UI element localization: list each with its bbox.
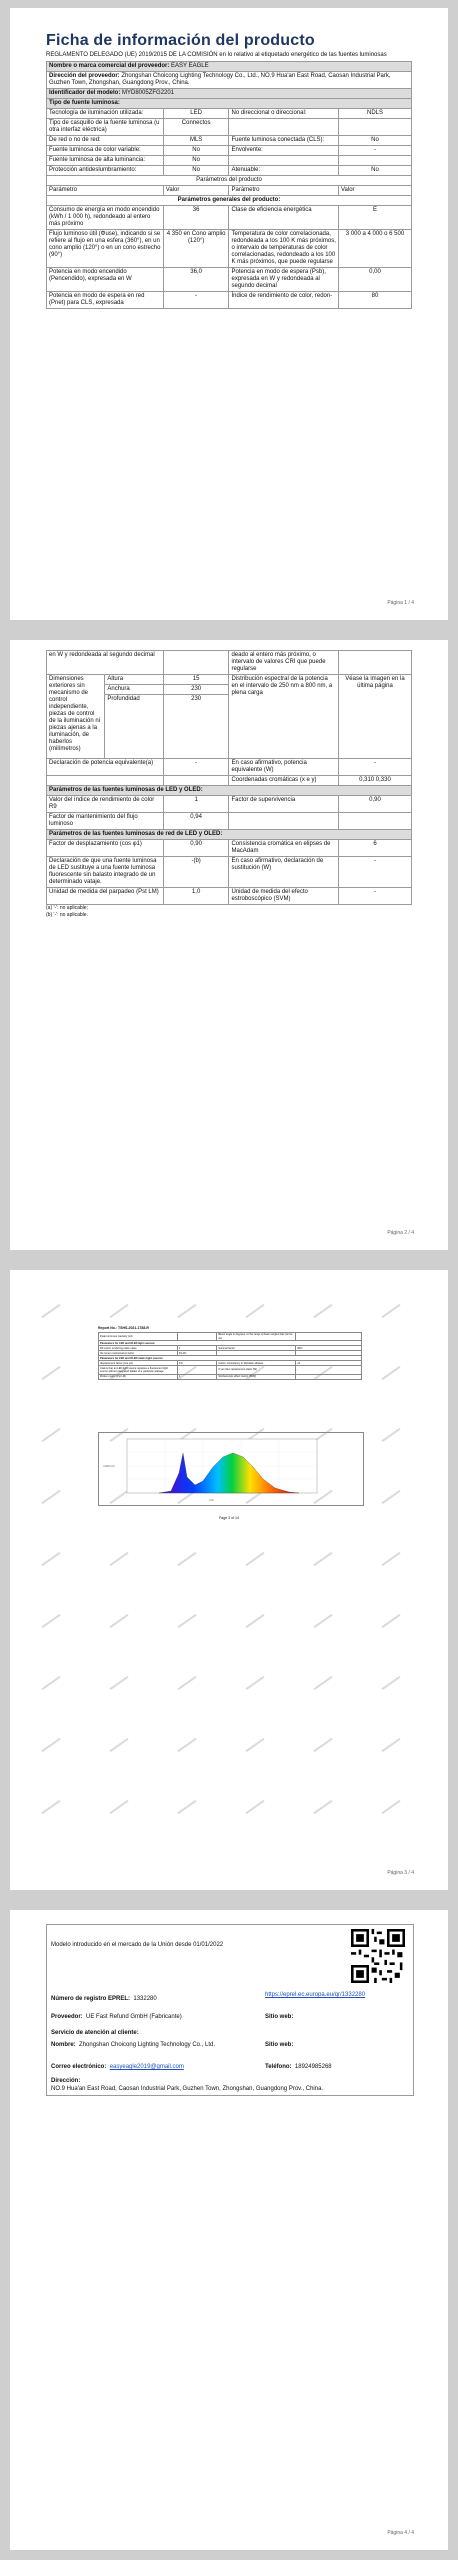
watermark-mark (177, 1800, 196, 1814)
cell (338, 813, 411, 830)
email-label: Correo electrónico: (51, 2064, 107, 2070)
report-number: Report No.: TSHS-2021-1788-R (98, 1326, 149, 1330)
cell: 1,0 (163, 888, 229, 905)
cell: Valor del índice de rendimiento de color R9 (47, 796, 164, 813)
phone-value: 18924985268 (294, 2064, 332, 2070)
cell (229, 813, 339, 830)
general-heading: Parámetros generales del producto: (47, 196, 412, 206)
watermark-mark (381, 1800, 400, 1814)
cell: Altura (105, 675, 163, 685)
table-row (47, 651, 412, 675)
type-heading: Tipo de fuente luminosa: (47, 99, 412, 109)
email-row (51, 2063, 184, 2071)
cell: Fuente luminosa de alta luminancia: (47, 156, 164, 166)
cell: No (338, 166, 411, 176)
report-table: Peak luminous intensity (cd) Beam angle in degrees, or the range of beam angles that can be set Parameters for LED and OLED light sources: R9 colour rendering index value 1 Survival factor 90% the lumen maintenance factor 94.4% Parameters for LED and OLED mains light sources: displacement factor (cos φ1) 0.9 Colour consistency in McAdam ellipses ≤6 Claims that an LED light source replaces a fluorescent light source without integrated ballast of a particular wattage. - If yes then replacement claim (W) - Flicker metric (Pst LM) 1 Stroboscopic effect metric (SVM) (98, 1332, 362, 1380)
provider-row (51, 2013, 182, 2021)
cell: 0,310 0,330 (338, 776, 411, 786)
direction-label: Dirección: (51, 2078, 81, 2084)
cell: Anchura (105, 685, 163, 695)
address-value: Zhongshan Choicong Lighting Technology Co., Ltd., NO.9 Hua'an East Road, Caosan Industrial Park, Guzhen Town, Zhongshan, Guangdong Prov., China. (49, 73, 391, 86)
watermark-mark (313, 1800, 332, 1814)
spectral-chart-image (98, 1432, 364, 1506)
params-heading: Parámetros del producto (47, 176, 412, 186)
watermark-mark (177, 1614, 196, 1628)
cell: 0,94 (163, 813, 229, 830)
provider-value: UE Fast Refund GmbH (Fabricante) (86, 2014, 182, 2020)
watermark-mark (245, 1304, 264, 1318)
cell: No (163, 146, 229, 156)
watermark-mark (177, 1676, 196, 1690)
watermark-mark (109, 1800, 128, 1814)
cell: 36,0 (163, 268, 229, 292)
table-row (47, 268, 412, 292)
cell: Protección antideslumbramiento: (47, 166, 164, 176)
address-row (47, 72, 412, 89)
model-value: MYD8005ZFG2201 (122, 90, 175, 96)
eprel-value: 1332280 (133, 1996, 157, 2002)
table-row (47, 109, 412, 119)
cell: Declaración de potencia equivalente(a) (47, 759, 164, 776)
eprel-link[interactable]: https://eprel.ec.europa.eu/qr/1332280 (265, 1992, 366, 1998)
name-row (51, 2041, 256, 2049)
cell: LED (163, 109, 229, 119)
col-header-param: Parámetro (47, 186, 164, 196)
cell: Atenuable: (229, 166, 339, 176)
watermark-mark (109, 1676, 128, 1690)
cell (338, 119, 411, 136)
watermark-mark (313, 1738, 332, 1752)
table-row (47, 119, 412, 136)
product-info-table (46, 61, 412, 309)
name-label: Nombre: (51, 2042, 76, 2048)
cell: 0,90 (338, 796, 411, 813)
cell: No direccional o direccional: (229, 109, 339, 119)
watermark-mark (313, 1676, 332, 1690)
cell: MLS (163, 136, 229, 146)
footnote-b: (b) '-': no aplicable. (46, 912, 88, 918)
watermark-mark (245, 1614, 264, 1628)
name-value: Zhongshan Choicong Lighting Technology Co., Ltd. (79, 2042, 215, 2048)
cell: Unidad de medida del parpadeo (Pst LM) (47, 888, 164, 905)
cell: Clase de eficiencia energética (229, 206, 339, 230)
supplier-row (47, 62, 412, 72)
page-2 (10, 640, 448, 1250)
eprel-label: Número de registro EPREL: (51, 1996, 131, 2002)
cell: Potencia en modo de espera en red (Pnet) para CLS, expresada (47, 292, 164, 309)
cell: - (163, 759, 229, 776)
table-row (47, 136, 412, 146)
cell: 6 (338, 840, 411, 857)
supplier-value: EASY EAGLE (171, 63, 209, 69)
website-label: Sitio web: (265, 2014, 294, 2020)
model-label: Identificador del modelo: (49, 90, 121, 96)
watermark-mark (41, 1676, 60, 1690)
page-4 (10, 1910, 448, 2550)
watermark-mark (41, 1428, 60, 1442)
page-number: Página 2 / 4 (387, 1230, 414, 1236)
table-row (47, 206, 412, 230)
watermark-mark (177, 1552, 196, 1566)
watermark-mark (381, 1552, 400, 1566)
table-row (47, 813, 412, 830)
watermark-mark (41, 1614, 60, 1628)
cell: En caso afirmativo, declaración de sustitución (W) (229, 857, 339, 888)
email-link[interactable]: easyeagle2019@gmail.com (109, 2064, 184, 2070)
cell: NDLS (338, 109, 411, 119)
cell: Potencia en modo de espera (Psb), expresada en W y redondeada al segundo decimal (229, 268, 339, 292)
cell: Envolvente: (229, 146, 339, 156)
spectral-label: Distribución espectral de la potencia en el intervalo de 250 nm a 800 nm, a plena carga (229, 675, 339, 759)
direction-value: NO.9 Hua'an East Road, Caosan Industrial Park, Guzhen Town, Zhongshan, Guangdong Prov., China. (51, 2086, 324, 2092)
cell: 3 000 a 4 000 o 6 500 (338, 230, 411, 268)
page-3 (10, 1270, 448, 1890)
document-title: Ficha de información del producto (46, 32, 315, 49)
phone-label: Teléfono: (265, 2064, 292, 2070)
cell: -(b) (163, 857, 229, 888)
phone-row (265, 2063, 332, 2071)
watermark-mark (381, 1304, 400, 1318)
watermark-mark (381, 1428, 400, 1442)
cell: Temperatura de color correlacionada, redondeada a los 100 K más próximos, o intervalo de temperaturas de color correlacionadas, redondeado a los 100 K más próximos, que puede regularse (229, 230, 339, 268)
col-header-value: Valor (338, 186, 411, 196)
cell: Índice de rendimiento de color, redon- (229, 292, 339, 309)
svg-text:mW/nm: mW/nm (103, 1464, 115, 1468)
model-row (47, 89, 412, 99)
cell: Unidad de medida del efecto estroboscópico (SVM) (229, 888, 339, 905)
table-row (47, 888, 412, 905)
spectral-value: Véase la imagen en la última página (338, 675, 411, 759)
cell: De red o no de red: (47, 136, 164, 146)
cell: 36 (163, 206, 229, 230)
market-date: Modelo introducido en el mercado de la Unión desde 01/01/2022 (51, 1942, 224, 1948)
watermark-mark (381, 1614, 400, 1628)
table-row (47, 146, 412, 156)
cell: deado al entero más próximo, o intervalo de valores CRI que puede regularse (229, 651, 339, 675)
watermark-mark (381, 1366, 400, 1380)
watermark-mark (313, 1614, 332, 1628)
watermark-mark (41, 1304, 60, 1318)
table-row (47, 796, 412, 813)
cell: Coordenadas cromáticas (x e y) (229, 776, 339, 786)
mains-heading: Parámetros de las fuentes luminosas de red de LED y OLED: (47, 830, 412, 840)
watermark-mark (109, 1738, 128, 1752)
cell: - (338, 146, 411, 156)
cell: - (338, 888, 411, 905)
watermark-mark (177, 1304, 196, 1318)
watermark-mark (381, 1490, 400, 1504)
page-number: Página 1 / 4 (387, 600, 414, 606)
qr-code-icon (351, 1929, 405, 1983)
table-row (47, 840, 412, 857)
table-row (47, 759, 412, 776)
table-row (47, 675, 412, 685)
cell: Tecnología de iluminación utilizada: (47, 109, 164, 119)
cell: No (163, 156, 229, 166)
cell (338, 156, 411, 166)
cell: Consumo de energía en modo encendido (kWh / 1 000 h), redondeado al entero más próximo (47, 206, 164, 230)
cell: En caso afirmativo, potencia equivalente (W) (229, 759, 339, 776)
cell: 0,90 (163, 840, 229, 857)
dimensions-label: Dimensiones exteriores sin mecanismo de control independiente, piezas de control de la iluminación ni piezas ajenas a la iluminación, de haberlos (milímetros) (47, 675, 105, 759)
svg-text:nm: nm (209, 1498, 214, 1502)
watermark-mark (245, 1800, 264, 1814)
eprel-info-box (46, 1924, 414, 2096)
watermark-mark (109, 1614, 128, 1628)
page-1 (10, 8, 448, 620)
regulation-text: REGLAMENTO DELEGADO (UE) 2019/2015 DE LA COMISIÓN en lo relativo al etiquetado energético de las fuentes luminosas (46, 52, 387, 58)
cell: Connectos (163, 119, 229, 136)
watermark-mark (177, 1738, 196, 1752)
cell: 0,00 (338, 268, 411, 292)
service-label: Servicio de atención al cliente: (51, 2030, 139, 2036)
website-label-2: Sitio web: (265, 2042, 294, 2048)
watermark-mark (245, 1738, 264, 1752)
watermark-mark (41, 1490, 60, 1504)
cell: No (338, 136, 411, 146)
watermark-mark (245, 1676, 264, 1690)
cell: Factor de mantenimiento del flujo luminoso (47, 813, 164, 830)
report-caption: Page 3 of 14 (219, 1516, 239, 1520)
cell: - (338, 857, 411, 888)
led-heading: Parámetros de las fuentes luminosas de LED y OLED: (47, 786, 412, 796)
cell: 1 (163, 796, 229, 813)
watermark-mark (313, 1552, 332, 1566)
cell: - (338, 759, 411, 776)
cell: Fuente luminosa conectada (CLS): (229, 136, 339, 146)
cell: E (338, 206, 411, 230)
watermark-mark (41, 1738, 60, 1752)
provider-label: Proveedor: (51, 2014, 83, 2020)
watermark-mark (381, 1676, 400, 1690)
table-row (47, 166, 412, 176)
watermark-mark (381, 1738, 400, 1752)
table-row (47, 292, 412, 309)
table-row (47, 857, 412, 888)
table-row (47, 776, 412, 786)
cell: Consistencia cromática en elipses de MacAdam (229, 840, 339, 857)
page-number: Página 4 / 4 (387, 2530, 414, 2536)
cell: Profundidad (105, 695, 163, 759)
cell: Factor de supervivencia (229, 796, 339, 813)
cell: 4 350 en Cono amplio (120°) (163, 230, 229, 268)
spectral-chart-svg (99, 1433, 363, 1505)
product-params-continued-table (46, 650, 412, 905)
cell: No (163, 166, 229, 176)
col-header-param: Parámetro (229, 186, 339, 196)
address-label: Dirección del proveedor: (49, 73, 120, 79)
eprel-row (51, 1995, 157, 2003)
table-row (47, 156, 412, 166)
watermark-mark (41, 1552, 60, 1566)
watermark-mark (109, 1304, 128, 1318)
cell: Declaración de que una fuente luminosa de LED sustituye a una fuente luminosa fluorescente sin balasto integrado de un determinado vataje. (47, 857, 164, 888)
cell: Flujo luminoso útil (Φuse), indicando si se refiere al flujo en una esfera (360°), en un cono amplio (120°) o en un cono estrecho (90°) (47, 230, 164, 268)
cell: Factor de desplazamiento (cos φ1) (47, 840, 164, 857)
watermark-mark (313, 1304, 332, 1318)
table-row (47, 230, 412, 268)
cell: Tipo de casquillo de la fuente luminosa (u otra interfaz eléctrica) (47, 119, 164, 136)
footnote-a: (a) '-': no aplicable; (46, 905, 88, 911)
cell: 230 (163, 695, 229, 759)
col-header-value: Valor (163, 186, 229, 196)
cell: en W y redondeada al segundo decimal (47, 651, 164, 675)
watermark-mark (41, 1366, 60, 1380)
cell: 230 (163, 685, 229, 695)
cell (229, 119, 339, 136)
cell: Fuente luminosa de color variable: (47, 146, 164, 156)
page-number: Página 3 / 4 (387, 1870, 414, 1876)
cell: 15 (163, 675, 229, 685)
cell (229, 156, 339, 166)
watermark-mark (245, 1552, 264, 1566)
supplier-label: Nombre o marca comercial del proveedor: (49, 63, 170, 69)
watermark-mark (109, 1552, 128, 1566)
watermark-mark (41, 1800, 60, 1814)
cell: Potencia en modo encendido (Pencendido), expresada en W (47, 268, 164, 292)
cell: 80 (338, 292, 411, 309)
cell: - (163, 292, 229, 309)
